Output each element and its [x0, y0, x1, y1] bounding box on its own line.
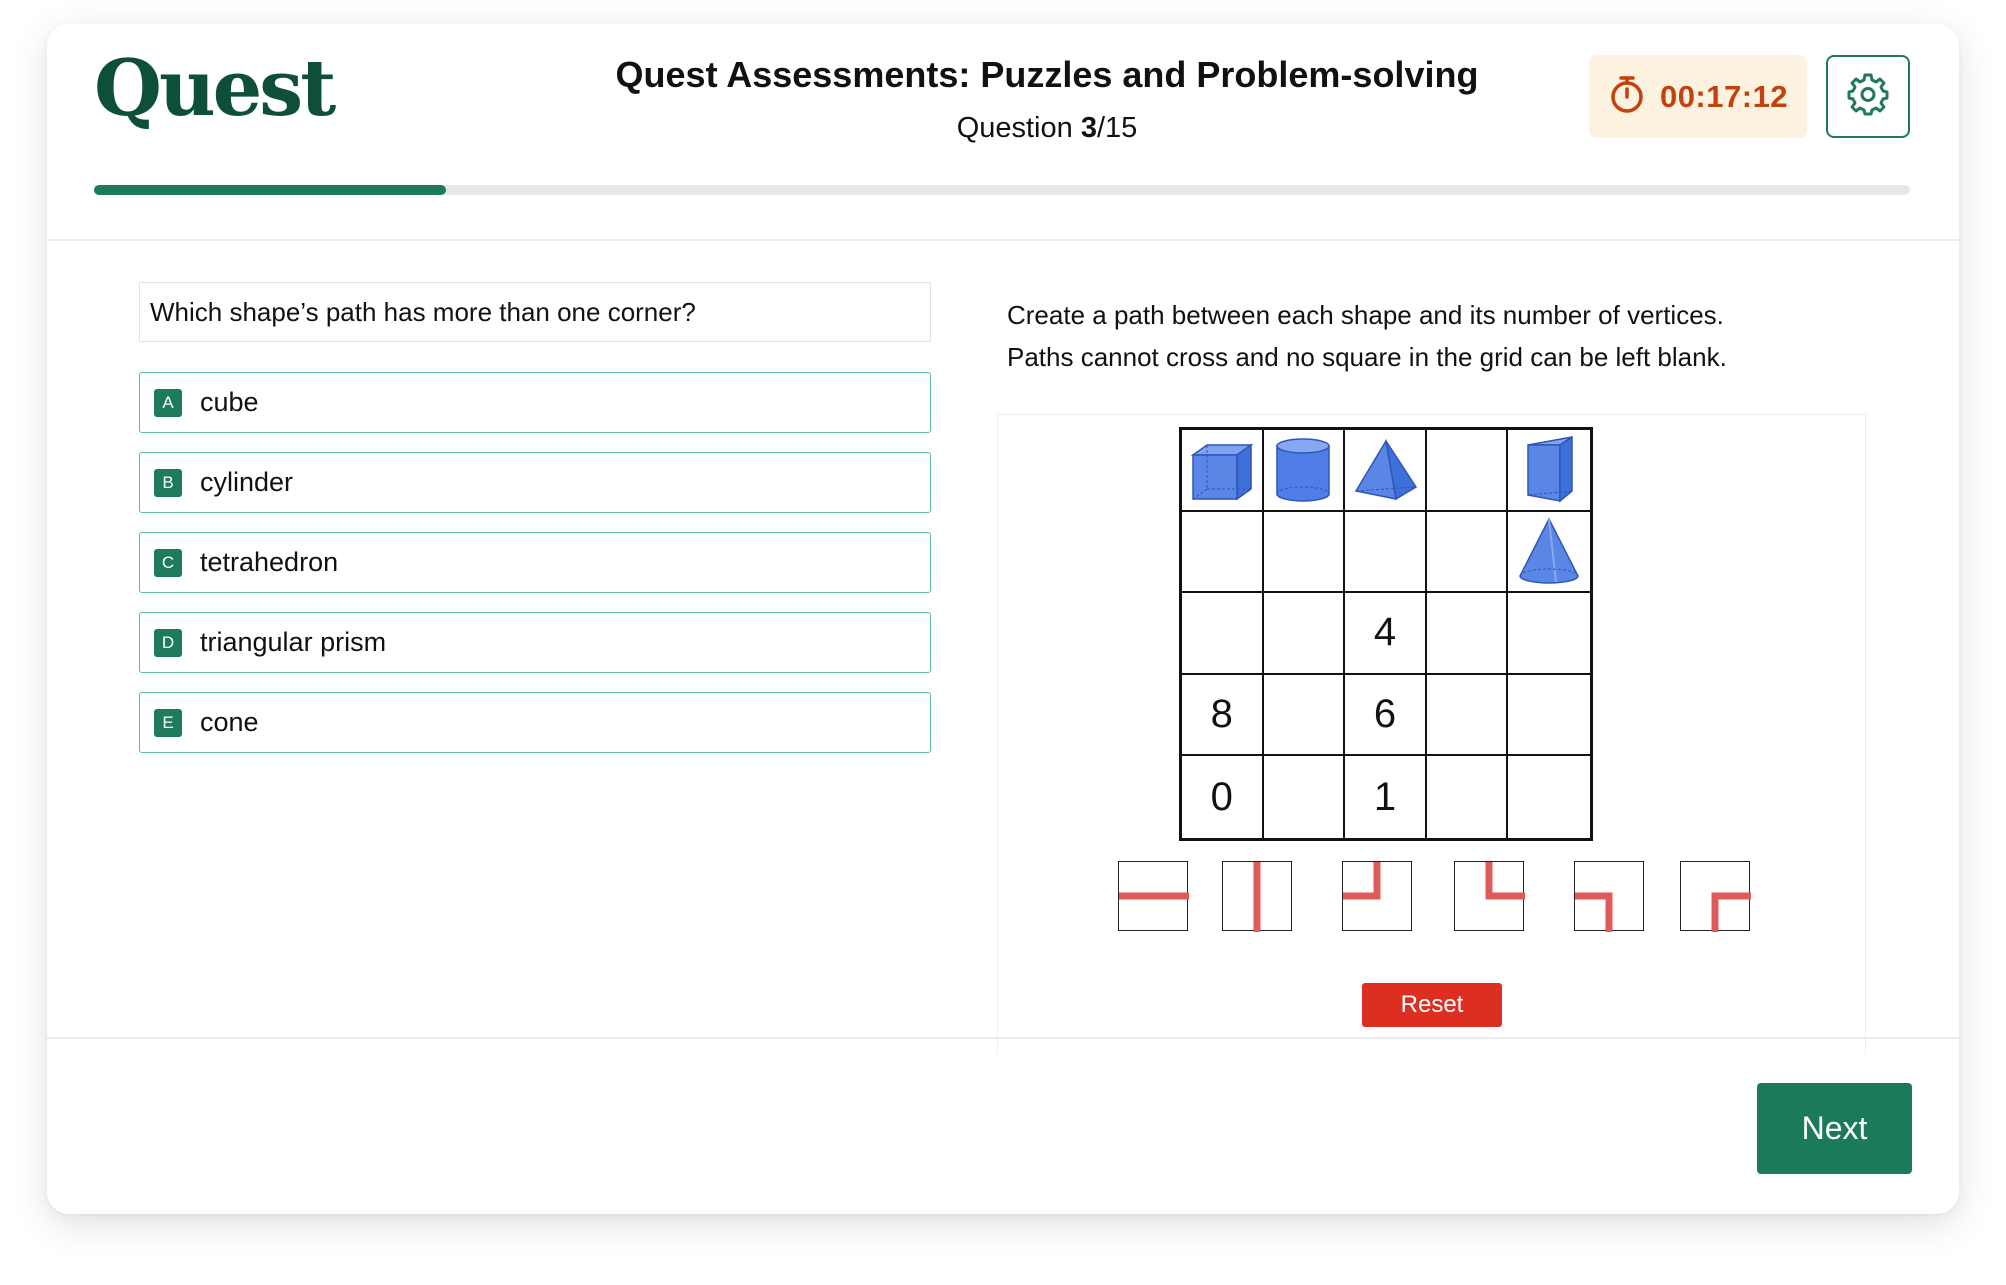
- next-button[interactable]: Next: [1757, 1083, 1912, 1174]
- grid-cell[interactable]: [1345, 756, 1427, 838]
- tile-corner-bottom-left[interactable]: [1574, 861, 1644, 931]
- cylinder-icon: [1273, 436, 1333, 504]
- instructions-line-2: Paths cannot cross and no square in the grid can be left blank.: [1007, 342, 1727, 372]
- grid-cell[interactable]: [1182, 430, 1264, 512]
- grid-cell[interactable]: [1182, 593, 1264, 675]
- stopwatch-icon: [1608, 74, 1646, 119]
- assessment-card: [47, 24, 1959, 1214]
- option-label: tetrahedron: [200, 547, 339, 577]
- question-counter-current: 3: [1080, 112, 1097, 144]
- grid-cell[interactable]: [1427, 512, 1509, 594]
- option-c[interactable]: [139, 532, 931, 593]
- puzzle-grid: [1179, 427, 1593, 841]
- reset-button[interactable]: Reset: [1362, 983, 1502, 1027]
- option-letter: A: [154, 389, 182, 417]
- vertex-count: 6: [1373, 692, 1397, 737]
- option-b[interactable]: [139, 452, 931, 513]
- grid-cell[interactable]: [1264, 675, 1346, 757]
- gear-icon: [1846, 72, 1890, 121]
- cube-icon: [1187, 437, 1257, 503]
- timer-value: 00:17:12: [1659, 78, 1789, 114]
- grid-cell[interactable]: [1345, 430, 1427, 512]
- corner-bottom-right-icon: [1681, 862, 1751, 932]
- grid-cell[interactable]: [1345, 512, 1427, 594]
- vertical-path-icon: [1223, 862, 1293, 932]
- corner-bottom-left-icon: [1575, 862, 1645, 932]
- grid-cell[interactable]: [1427, 756, 1509, 838]
- option-letter: D: [154, 629, 182, 657]
- progress-bar-fill: [94, 185, 446, 195]
- grid-cell[interactable]: [1508, 430, 1590, 512]
- option-label: cube: [200, 387, 259, 417]
- option-letter: C: [154, 549, 182, 577]
- puzzle-area: [997, 414, 1866, 1054]
- corner-top-left-icon: [1343, 862, 1413, 932]
- option-letter: B: [154, 469, 182, 497]
- grid-cell[interactable]: [1182, 756, 1264, 838]
- option-label: triangular prism: [200, 627, 387, 657]
- grid-cell[interactable]: [1264, 512, 1346, 594]
- grid-cell[interactable]: [1345, 675, 1427, 757]
- tile-horizontal[interactable]: [1118, 861, 1188, 931]
- vertex-count: 8: [1210, 692, 1233, 737]
- tile-corner-top-right[interactable]: [1454, 861, 1524, 931]
- question-counter: [607, 112, 1487, 145]
- grid-cell[interactable]: [1427, 675, 1509, 757]
- instructions-line-1: Create a path between each shape and its number of vertices.: [1007, 300, 1724, 330]
- quest-logo: Quest: [94, 43, 334, 134]
- settings-button[interactable]: [1826, 55, 1910, 138]
- grid-cell[interactable]: [1264, 430, 1346, 512]
- grid-cell[interactable]: [1508, 593, 1590, 675]
- option-label: cylinder: [200, 467, 294, 497]
- tile-corner-top-left[interactable]: [1342, 861, 1412, 931]
- question-prompt: Which shape’s path has more than one corner?: [139, 282, 931, 342]
- grid-cell[interactable]: [1345, 593, 1427, 675]
- vertex-count: 1: [1373, 774, 1397, 819]
- grid-cell[interactable]: [1427, 593, 1509, 675]
- option-d[interactable]: [139, 612, 931, 673]
- progress-bar: [94, 185, 1910, 195]
- grid-cell[interactable]: [1264, 756, 1346, 838]
- grid-cell[interactable]: [1182, 512, 1264, 594]
- vertex-count: 4: [1373, 610, 1397, 655]
- horizontal-path-icon: [1119, 862, 1189, 932]
- option-a[interactable]: [139, 372, 931, 433]
- footer-divider: [47, 1037, 1959, 1039]
- grid-cell[interactable]: [1427, 430, 1509, 512]
- grid-cell[interactable]: [1264, 593, 1346, 675]
- tetrahedron-icon: [1350, 437, 1420, 503]
- header-divider: [47, 239, 1959, 241]
- question-counter-total: /15: [1096, 112, 1138, 144]
- path-tile-palette: [1118, 861, 1748, 933]
- grid-cell[interactable]: [1508, 675, 1590, 757]
- option-e[interactable]: [139, 692, 931, 753]
- corner-top-right-icon: [1455, 862, 1525, 932]
- question-counter-label: Question: [956, 112, 1073, 144]
- header-title-block: [607, 54, 1487, 145]
- triangular-prism-icon: [1522, 435, 1576, 505]
- vertex-count: 0: [1210, 774, 1233, 819]
- option-label: cone: [200, 707, 259, 737]
- cone-icon: [1516, 516, 1582, 586]
- tile-vertical[interactable]: [1222, 861, 1292, 931]
- page-title: Quest Assessments: Puzzles and Problem-solving: [615, 54, 1479, 95]
- grid-cell[interactable]: [1508, 756, 1590, 838]
- timer: [1589, 55, 1807, 138]
- puzzle-instructions: [1007, 294, 1727, 378]
- grid-cell[interactable]: [1182, 675, 1264, 757]
- grid-cell[interactable]: [1508, 512, 1590, 594]
- option-letter: E: [154, 709, 182, 737]
- tile-corner-bottom-right[interactable]: [1680, 861, 1750, 931]
